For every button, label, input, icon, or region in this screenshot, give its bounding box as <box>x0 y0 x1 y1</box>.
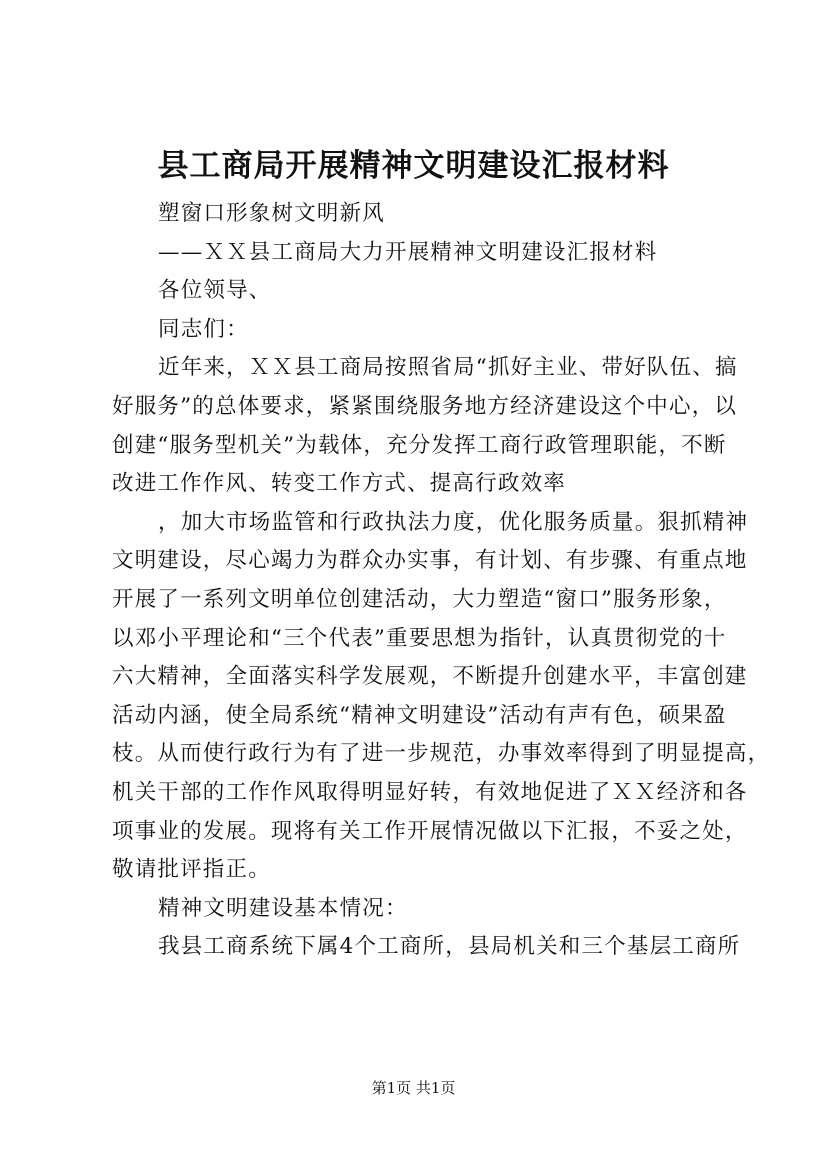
document-body <box>112 195 771 967</box>
paragraph-line: 好服务”的总体要求，紧紧围绕服务地方经济建设这个中心，以 <box>112 393 738 419</box>
paragraph-line: 枝。从而使行政行为有了进一步规范，办事效率得到了明显提高， <box>112 741 771 767</box>
paragraph-line: 开展了一系列文明单位创建活动，大力塑造“窗口”服务形象， <box>112 586 727 612</box>
salutation-line: 同志们： <box>158 316 249 342</box>
section-heading: 精神文明建设基本情况： <box>158 895 408 921</box>
subtitle-line: ——ＸＸ县工商局大力开展精神文明建设汇报材料 <box>158 239 658 265</box>
paragraph-line: 机关干部的工作作风取得明显好转，有效地促进了ＸＸ经济和各 <box>112 779 748 805</box>
paragraph-line: 近年来，ＸＸ县工商局按照省局“抓好主业、带好队伍、搞 <box>158 355 738 381</box>
paragraph-line: 敬请批评指正。 <box>112 857 271 883</box>
paragraph-line: 改进工作作风、转变工作方式、提高行政效率 <box>112 471 567 497</box>
salutation-line: 各位领导、 <box>158 278 272 304</box>
paragraph-line: 六大精神，全面落实科学发展观，不断提升创建水平，丰富创建 <box>112 664 748 690</box>
paragraph-line: 创建“服务型机关”为载体，充分发挥工商行政管理职能，不断 <box>112 432 727 458</box>
page-number: 第1页 共1页 <box>371 1079 456 1097</box>
paragraph-line: 以邓小平理论和“三个代表”重要思想为指针，认真贯彻党的十 <box>112 625 727 651</box>
paragraph-line: 我县工商系统下属4个工商所，县局机关和三个基层工商所 <box>158 934 741 960</box>
subtitle-line: 塑窗口形象树文明新风 <box>158 201 386 226</box>
paragraph-line: ，加大市场监管和行政执法力度，优化服务质量。狠抓精神 <box>158 509 749 535</box>
paragraph-line: 项事业的发展。现将有关工作开展情况做以下汇报，不妥之处， <box>112 818 748 844</box>
document-title: 县工商局开展精神文明建设汇报材料 <box>157 148 670 184</box>
paragraph-line: 活动内涵，使全局系统“精神文明建设”活动有声有色，硕果盈 <box>112 702 727 728</box>
paragraph-line: 文明建设，尽心竭力为群众办实事，有计划、有步骤、有重点地 <box>112 548 748 574</box>
